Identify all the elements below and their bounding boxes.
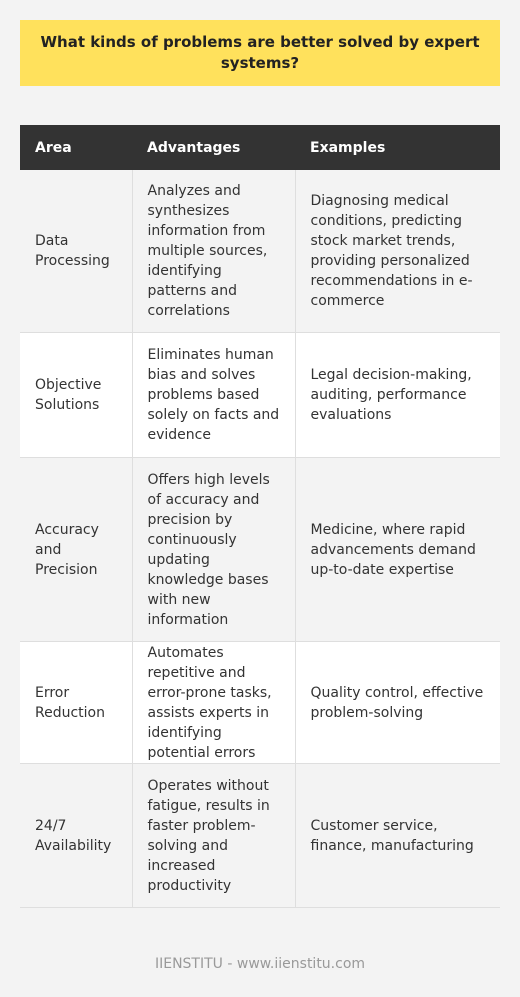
header-examples: Examples <box>295 125 500 170</box>
cell-advantages: Analyzes and synthesizes information from multiple sources, identifying patterns and correlations <box>132 170 295 333</box>
footer-credit: IIENSTITU - www.iienstitu.com <box>154 956 366 972</box>
comparison-table <box>20 125 500 908</box>
table-row <box>20 764 500 908</box>
header-advantages: Advantages <box>132 125 295 170</box>
cell-advantages: Automates repetitive and error-prone tasks, assists experts in identifying potential errors <box>132 642 295 764</box>
cell-area: 24/7 Availability <box>20 764 132 908</box>
cell-advantages: Eliminates human bias and solves problems based solely on facts and evidence <box>132 333 295 458</box>
cell-examples: Diagnosing medical conditions, predicting stock market trends, providing personalized recommendations in e-commerce <box>295 170 500 333</box>
cell-advantages: Offers high levels of accuracy and precision by continuously updating knowledge bases with new information <box>132 458 295 642</box>
table-row <box>20 333 500 458</box>
cell-examples: Customer service, finance, manufacturing <box>295 764 500 908</box>
table-header-row <box>20 125 500 170</box>
page-title: What kinds of problems are better solved by expert systems? <box>40 33 480 72</box>
cell-area: Objective Solutions <box>20 333 132 458</box>
cell-examples: Medicine, where rapid advancements demand up-to-date expertise <box>295 458 500 642</box>
table-row <box>20 170 500 333</box>
cell-examples: Quality control, effective problem-solving <box>295 642 500 764</box>
cell-area: Accuracy and Precision <box>20 458 132 642</box>
cell-advantages: Operates without fatigue, results in faster problem-solving and increased productivity <box>132 764 295 908</box>
cell-examples: Legal decision-making, auditing, performance evaluations <box>295 333 500 458</box>
title-banner <box>20 20 500 86</box>
cell-area: Data Processing <box>20 170 132 333</box>
table-row <box>20 642 500 764</box>
table-row <box>20 458 500 642</box>
header-area: Area <box>20 125 132 170</box>
cell-area: Error Reduction <box>20 642 132 764</box>
